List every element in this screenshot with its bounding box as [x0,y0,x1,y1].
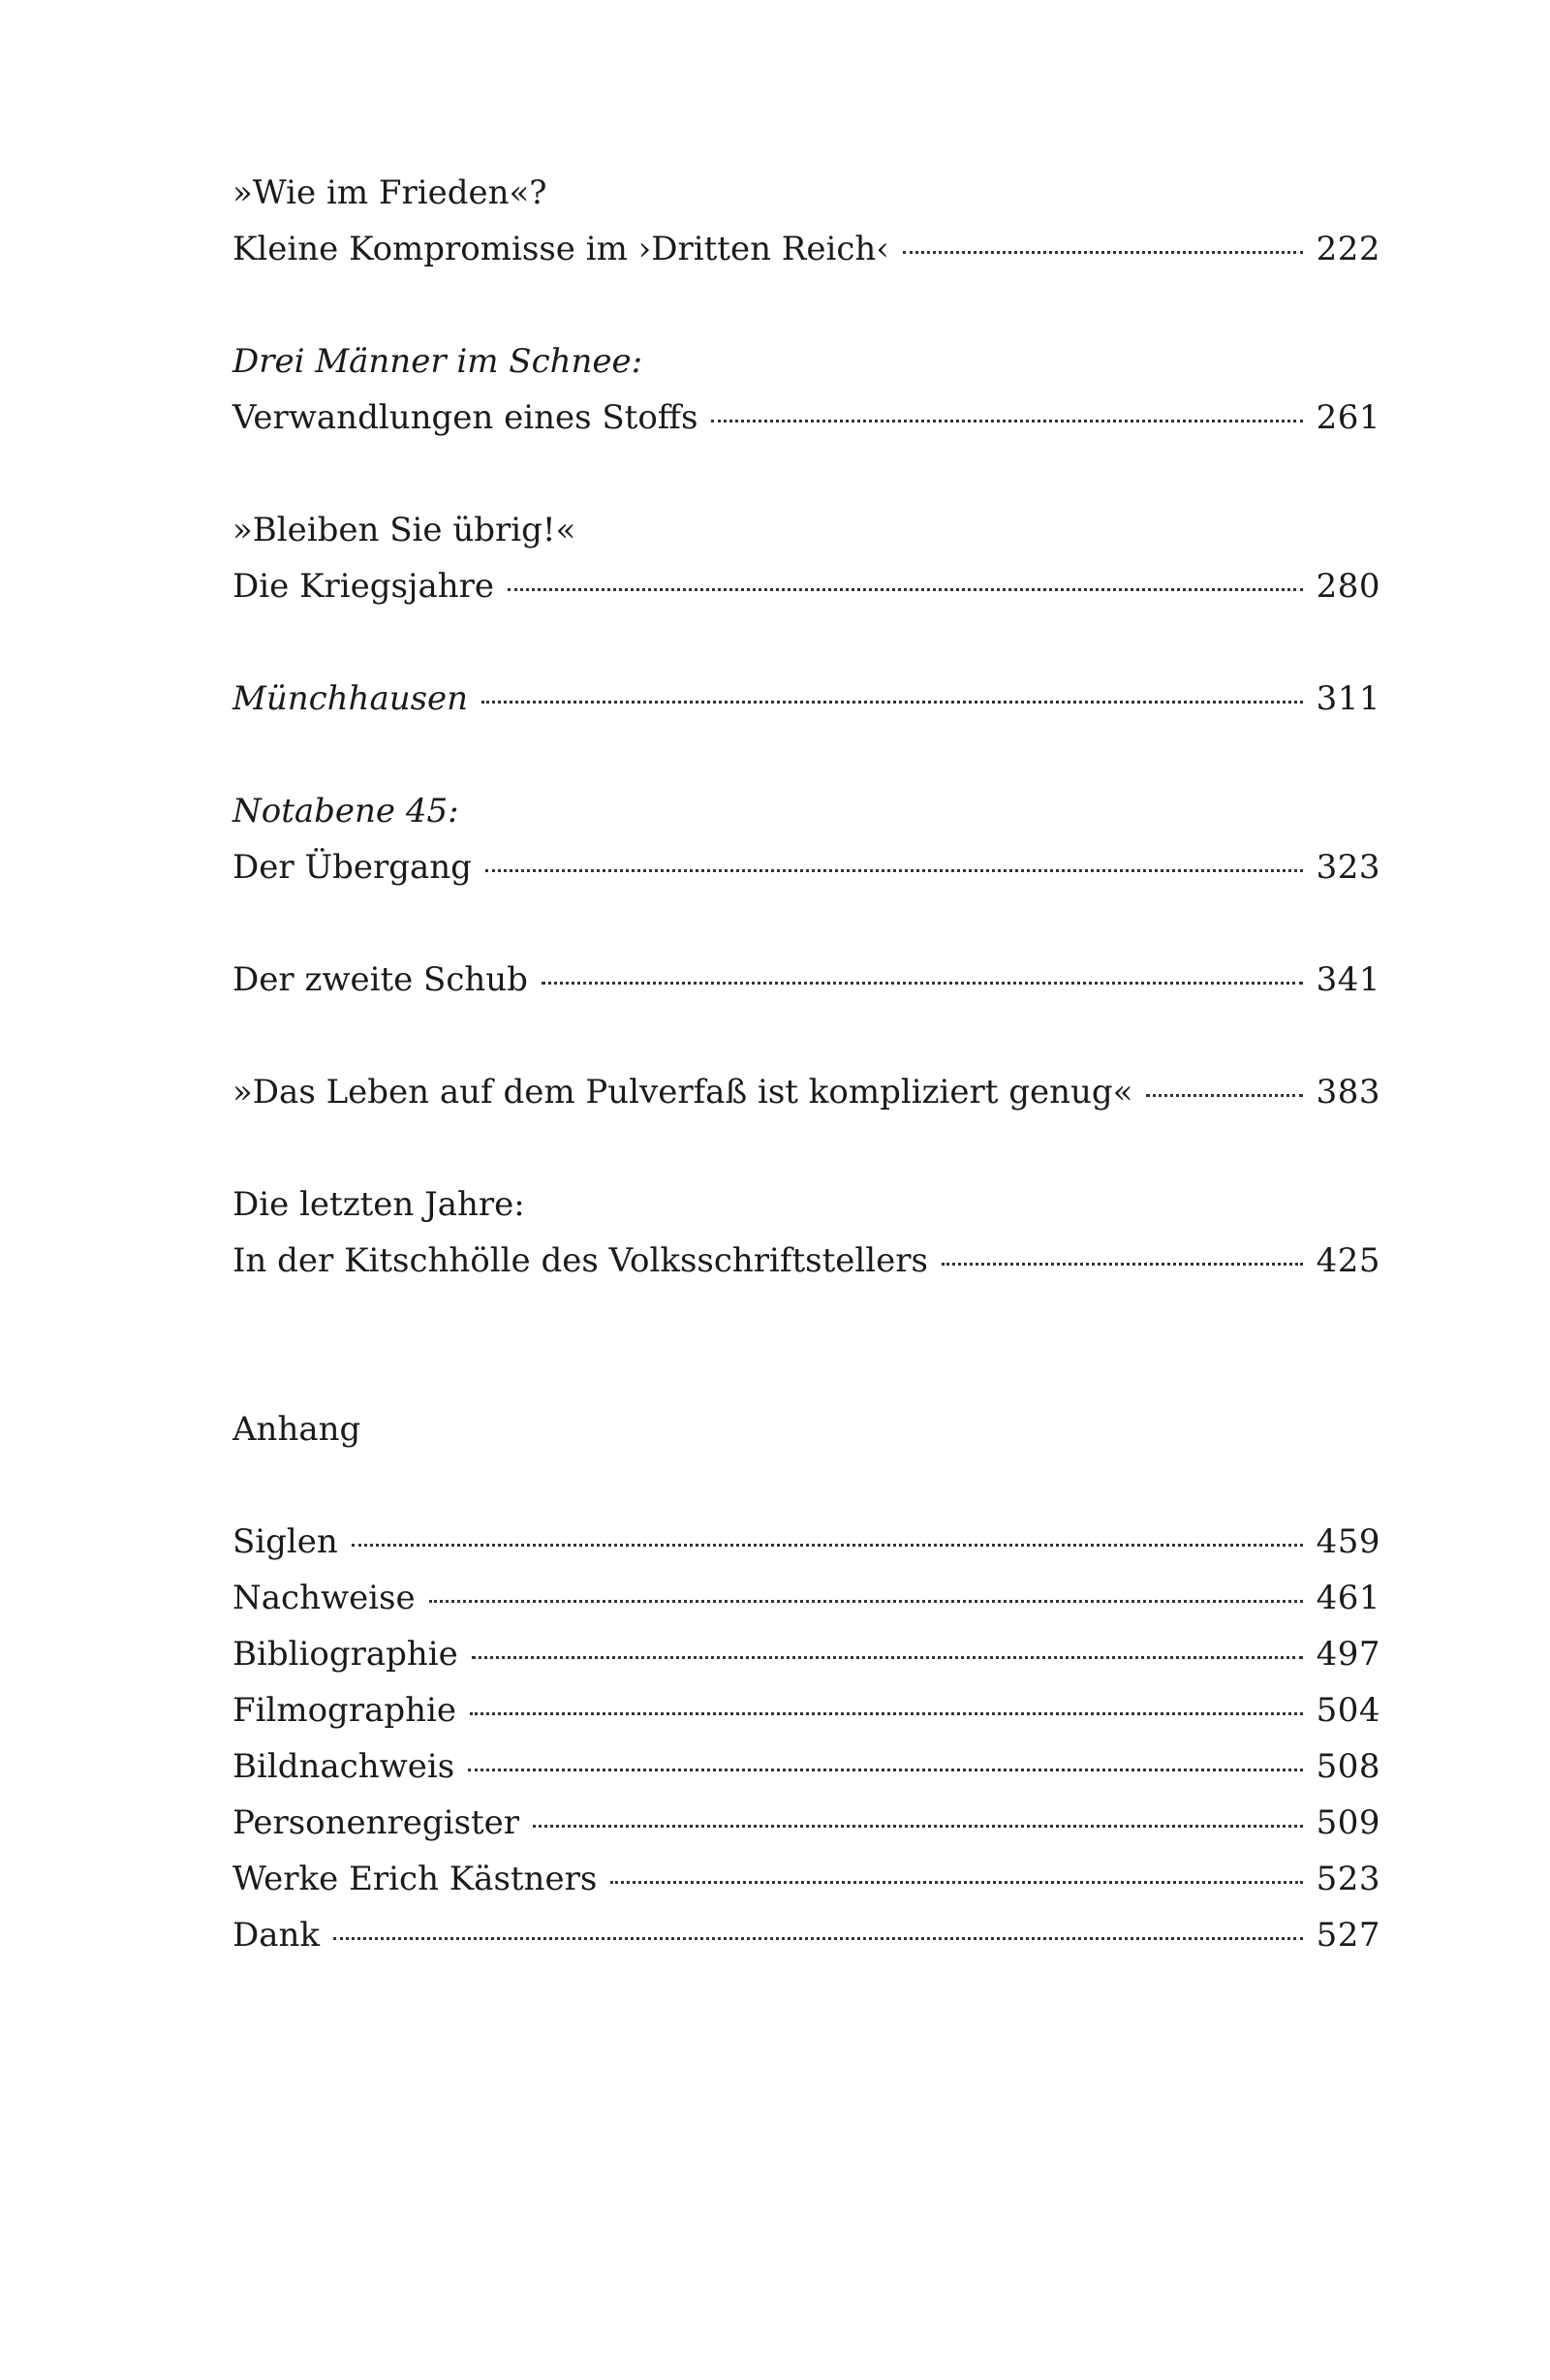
entry-title: Die letzten Jahre: [232,1185,525,1224]
toc-entry-line[interactable] [232,1064,1380,1120]
page-number: 323 [1316,848,1380,887]
entry-subtitle: Der Übergang [232,848,472,887]
page-number: 523 [1316,1860,1380,1898]
spacer [232,895,1380,952]
toc-entry-line[interactable] [232,390,1380,446]
appendix-item[interactable] [232,1626,1380,1682]
entry-title: Der zweite Schub [232,960,528,999]
spacer [232,614,1380,671]
appendix-list [232,1514,1380,1963]
toc-entry-line[interactable] [232,558,1380,614]
toc-entry-title [232,1176,1380,1233]
appendix-item[interactable] [232,1682,1380,1738]
page-number: 280 [1316,567,1380,606]
toc-entry-title [232,333,1380,390]
toc-entry-line[interactable] [232,1233,1380,1289]
entry-title: Notabene 45: [232,792,459,830]
entry-subtitle: Verwandlungen eines Stoffs [232,398,698,437]
dot-leader [429,1600,1303,1603]
appendix-item[interactable] [232,1907,1380,1963]
dot-leader [470,1712,1303,1715]
page-number: 222 [1316,230,1380,268]
spacer [232,446,1380,502]
dot-leader [333,1937,1303,1940]
appendix-label: Personenregister [232,1803,520,1842]
dot-leader [610,1881,1302,1884]
spacer [232,277,1380,333]
page-number: 527 [1316,1916,1380,1955]
appendix-item[interactable] [232,1795,1380,1851]
appendix-item[interactable] [232,1851,1380,1907]
entry-title: Drei Männer im Schnee: [232,342,643,381]
page-number: 459 [1316,1522,1380,1561]
appendix-label: Bibliographie [232,1635,458,1674]
appendix-label: Filmographie [232,1691,456,1730]
dot-leader [508,588,1303,591]
entry-title: »Wie im Frieden«? [232,173,547,212]
page-number: 311 [1316,679,1380,718]
entry-subtitle: In der Kitschhölle des Volksschriftstellers [232,1241,928,1280]
page-number: 497 [1316,1635,1380,1674]
appendix-label: Dank [232,1916,321,1955]
toc-entry-title [232,165,1380,221]
dot-leader [542,982,1303,985]
appendix-label: Nachweise [232,1579,416,1617]
toc-entry-line[interactable] [232,952,1380,1008]
spacer [232,1120,1380,1176]
page-number: 509 [1316,1803,1380,1842]
page-number: 461 [1316,1579,1380,1617]
toc-entry-title [232,783,1380,839]
toc-entry-line[interactable] [232,839,1380,895]
page-number: 341 [1316,960,1380,999]
dot-leader [711,420,1302,423]
table-of-contents [232,165,1380,1963]
spacer [232,1289,1380,1401]
page-number: 383 [1316,1073,1380,1112]
page-number: 261 [1316,398,1380,437]
dot-leader [903,251,1303,254]
toc-entry-line[interactable] [232,221,1380,277]
dot-leader [942,1263,1303,1266]
dot-leader [481,701,1303,704]
entry-subtitle: Die Kriegsjahre [232,567,495,606]
page-number: 508 [1316,1747,1380,1786]
appendix-label: Werke Erich Kästners [232,1860,598,1898]
entry-subtitle: Kleine Kompromisse im ›Dritten Reich‹ [232,230,889,268]
entry-title: Münchhausen [232,679,469,718]
toc-entry-title [232,502,1380,558]
appendix-item[interactable] [232,1570,1380,1626]
dot-leader [468,1769,1302,1771]
spacer [232,727,1380,783]
appendix-label: Bildnachweis [232,1747,455,1786]
page-number: 425 [1316,1241,1380,1280]
dot-leader [472,1656,1303,1659]
page-number: 504 [1316,1691,1380,1730]
entry-title: »Das Leben auf dem Pulverfaß ist kompliziert genug« [232,1073,1133,1112]
dot-leader [352,1544,1303,1547]
toc-entry-line[interactable] [232,671,1380,727]
spacer [232,1008,1380,1064]
dot-leader [485,869,1303,872]
appendix-item[interactable] [232,1514,1380,1570]
appendix-heading: Anhang [232,1410,361,1449]
dot-leader [533,1825,1303,1828]
appendix-item[interactable] [232,1738,1380,1795]
appendix-label: Siglen [232,1522,338,1561]
dot-leader [1146,1094,1302,1097]
entry-title: »Bleiben Sie übrig!« [232,511,576,549]
